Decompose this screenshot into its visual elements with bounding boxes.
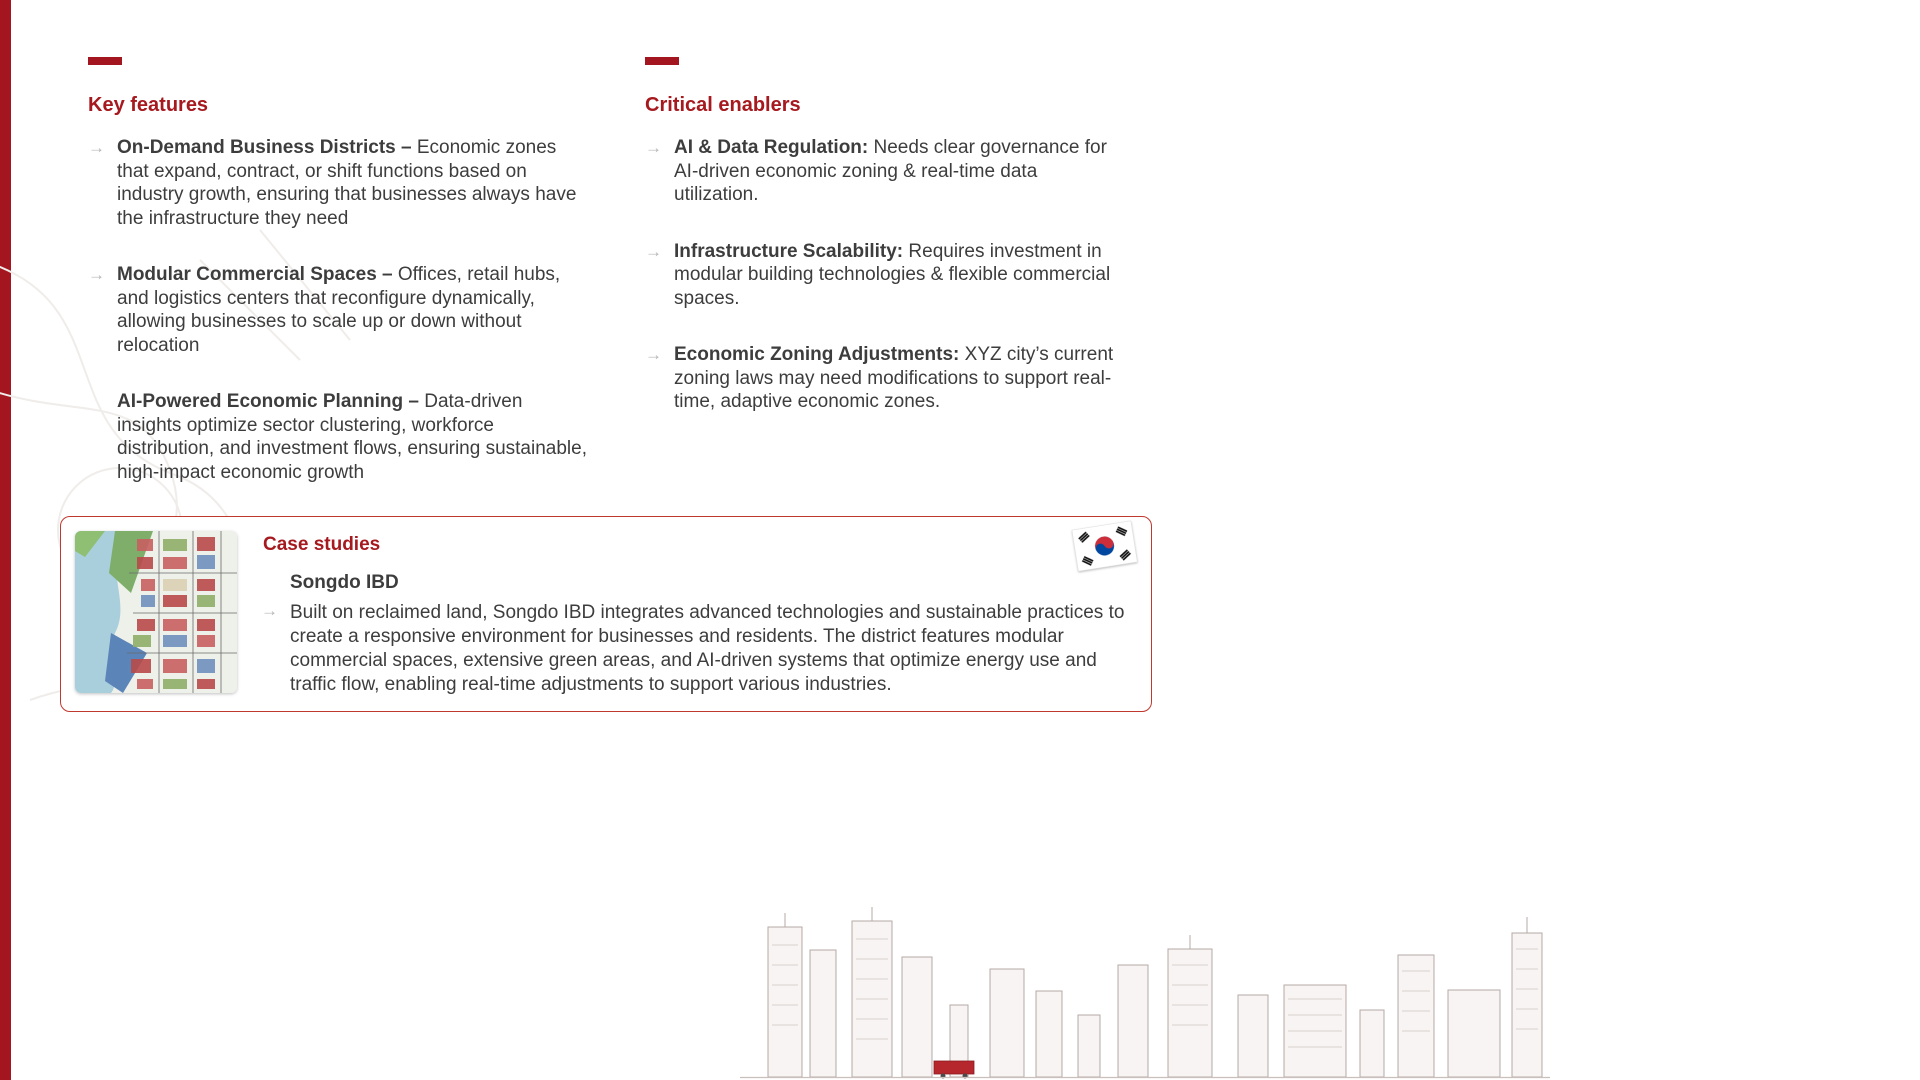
bullet-spacer <box>88 390 117 484</box>
critical-enablers-section <box>645 57 1115 447</box>
bullet-arrow-icon: → <box>88 265 105 285</box>
section-accent-dash <box>88 57 122 65</box>
critical-enablers-title: Critical enablers <box>645 94 801 116</box>
enabler-text <box>674 240 1115 311</box>
item-lead: On-Demand Business Districts – <box>117 137 412 158</box>
feature-text <box>117 136 588 230</box>
feature-text <box>117 390 588 484</box>
item-lead: Infrastructure Scalability: <box>674 240 904 262</box>
bullet-arrow-icon: → <box>261 601 278 620</box>
bullet-arrow-icon: → <box>645 138 662 157</box>
songdo-masterplan-thumbnail <box>75 531 237 693</box>
item-lead: Economic Zoning Adjustments: <box>674 344 960 366</box>
item-text: Data-driven insights optimize sector clustering, workforce distribution, and investment flows, ensuring sustainable, high-impact economic growth <box>117 391 587 484</box>
item-text: Needs clear governance for AI-driven economic zoning & real-time data utilization. <box>674 137 1107 206</box>
bullet-arrow-icon: → <box>645 345 662 365</box>
item-lead: AI & Data Regulation: <box>674 137 869 158</box>
case-study-name: Songdo IBD <box>290 572 399 593</box>
enabler-item <box>645 136 1115 207</box>
item-lead: Modular Commercial Spaces – <box>117 264 393 286</box>
bullet-arrow-icon: → <box>645 241 662 261</box>
feature-item <box>88 390 588 484</box>
bullet-arrow-icon: → <box>88 138 105 157</box>
feature-item <box>88 263 588 357</box>
section-accent-dash <box>645 57 679 65</box>
enabler-text <box>674 343 1115 414</box>
key-features-section <box>88 57 588 518</box>
left-accent-bar <box>0 0 11 1080</box>
south-korea-flag-icon <box>1072 521 1139 577</box>
city-skyline-illustration <box>740 895 1550 1080</box>
feature-text <box>117 263 588 357</box>
item-text: Offices, retail hubs, and logistics centers that reconfigure dynamically, allowing businesses to scale up or down without relocation <box>117 264 561 356</box>
item-text: XYZ city’s current zoning laws may need modifications to support real-time, adaptive economic zones. <box>674 344 1114 413</box>
item-text: Requires investment in modular building technologies & flexible commercial spaces. <box>674 240 1111 309</box>
item-lead: AI-Powered Economic Planning – <box>117 391 419 413</box>
feature-item <box>88 136 588 230</box>
item-text: Economic zones that expand, contract, or shift functions based on industry growth, ensuring that businesses always have the infrastructure they need <box>117 137 577 229</box>
case-studies-card <box>60 516 1152 712</box>
enabler-item <box>645 240 1115 311</box>
case-study-description: Built on reclaimed land, Songdo IBD integrates advanced technologies and sustainable practices to create a responsive environment for businesses and residents. The district features modular commercial spaces, extensive green areas, and AI-driven systems that optimize energy use and traffic flow, enabling real-time adjustments to support various industries. <box>290 602 1125 695</box>
enabler-text <box>674 136 1115 207</box>
case-studies-title: Case studies <box>263 534 381 555</box>
enabler-item <box>645 343 1115 414</box>
key-features-title: Key features <box>88 94 209 116</box>
